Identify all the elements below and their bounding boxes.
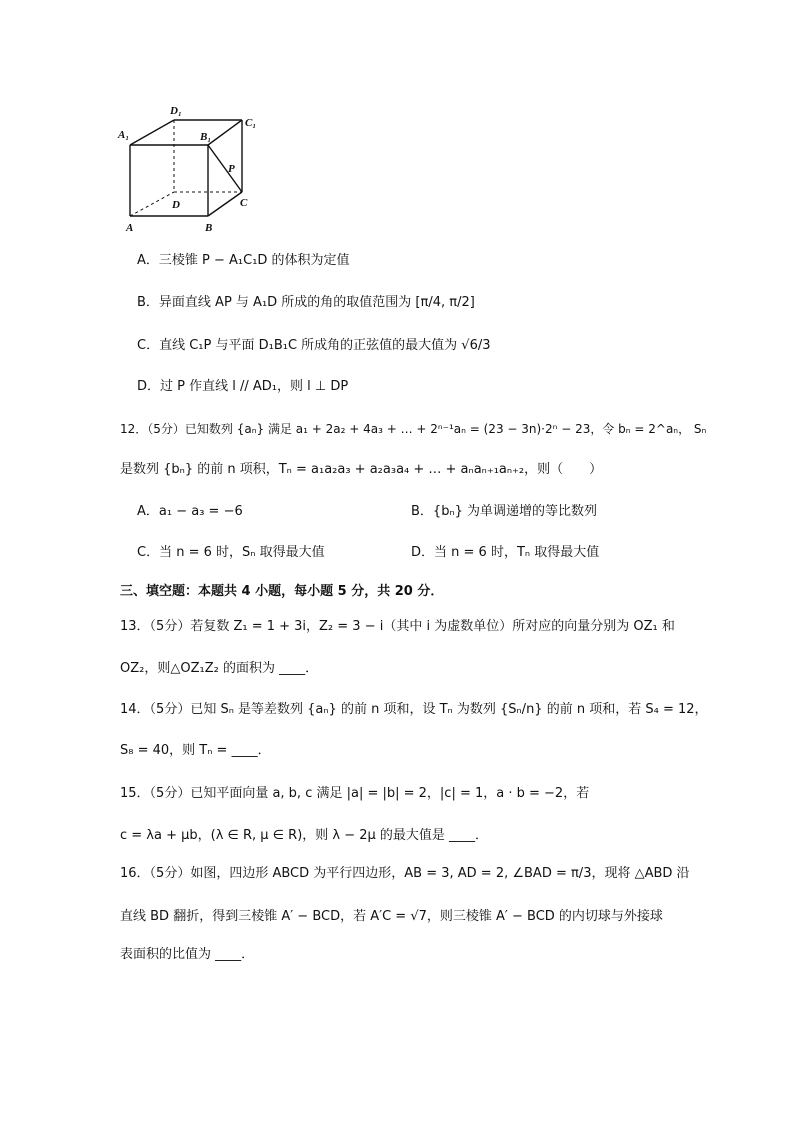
q13-stem-line1: 13．（5分）若复数 Z₁ = 1 + 3i，Z₂ = 3 − i（其中 i 为虚数单位）所对应的向量分别为 OZ₁ 和	[120, 619, 675, 634]
label-C1: C₁	[245, 117, 257, 129]
q15-stem-line2: c = λa + μb，(λ ∈ R, μ ∈ R)，则 λ − 2μ 的最大值是 ____．	[120, 828, 489, 843]
q11-option-b: B．异面直线 AP 与 A₁D 所成的角的取值范围为 [π/4, π/2]	[137, 295, 475, 310]
q11-option-d: D．过 P 作直线 l // AD₁，则 l ⊥ DP	[137, 379, 349, 394]
q14-stem-line2: S₈ = 40，则 Tₙ = ____．	[120, 743, 271, 758]
label-B1: B₁	[200, 131, 212, 143]
label-D1: D₁	[170, 105, 182, 117]
label-A1: A₁	[118, 129, 130, 141]
cube-figure	[116, 100, 266, 235]
label-B: B	[205, 222, 213, 234]
q11-option-a: A．三棱锥 P − A₁C₁D 的体积为定值	[137, 253, 350, 268]
q14-stem-line1: 14．（5分）已知 Sₙ 是等差数列 {aₙ} 的前 n 项和，设 Tₙ 为数列 {Sₙ/n} 的前 n 项和，若 S₄ = 12，	[120, 702, 708, 717]
q16-stem-line1: 16．（5分）如图，四边形 ABCD 为平行四边形，AB = 3, AD = 2, ∠BAD = π/3，现将 △ABD 沿	[120, 866, 690, 881]
q12-stem-line1: 12．（5分）已知数列 {aₙ} 满足 a₁ + 2a₂ + 4a₃ + … + 2ⁿ⁻¹aₙ = (23 − 3n)·2ⁿ − 23，令 bₙ = 2^aₙ， Sₙ	[120, 422, 707, 436]
q15-stem-line1: 15．（5分）已知平面向量 a, b, c 满足 |a| = |b| = 2，|c| = 1，a · b = −2，若	[120, 786, 590, 801]
section-3-heading: 三、填空题：本题共 4 小题，每小题 5 分，共 20 分．	[120, 584, 444, 599]
q16-stem-line3: 表面积的比值为 ____．	[120, 947, 255, 962]
q12-option-b: B．{bₙ} 为单调递增的等比数列	[411, 504, 598, 519]
q13-stem-line2: OZ₂，则△OZ₁Z₂ 的面积为 ____．	[120, 661, 319, 676]
label-D: D	[172, 199, 180, 211]
label-C: C	[240, 197, 248, 209]
q12-option-c: C．当 n = 6 时，Sₙ 取得最大值	[137, 545, 325, 560]
q16-stem-line2: 直线 BD 翻折，得到三棱锥 A′ − BCD，若 A′C = √7，则三棱锥 A′ − BCD 的内切球与外接球	[120, 909, 663, 924]
q12-option-a: A．a₁ − a₃ = −6	[137, 504, 243, 519]
q12-option-d: D．当 n = 6 时，Tₙ 取得最大值	[411, 545, 600, 560]
label-A: A	[126, 222, 134, 234]
label-P: P	[228, 163, 235, 175]
q12-stem-line2: 是数列 {bₙ} 的前 n 项积，Tₙ = a₁a₂a₃ + a₂a₃a₄ + … + aₙaₙ₊₁aₙ₊₂，则（ ）	[120, 462, 603, 477]
q11-option-c: C．直线 C₁P 与平面 D₁B₁C 所成角的正弦值的最大值为 √6/3	[137, 338, 491, 353]
